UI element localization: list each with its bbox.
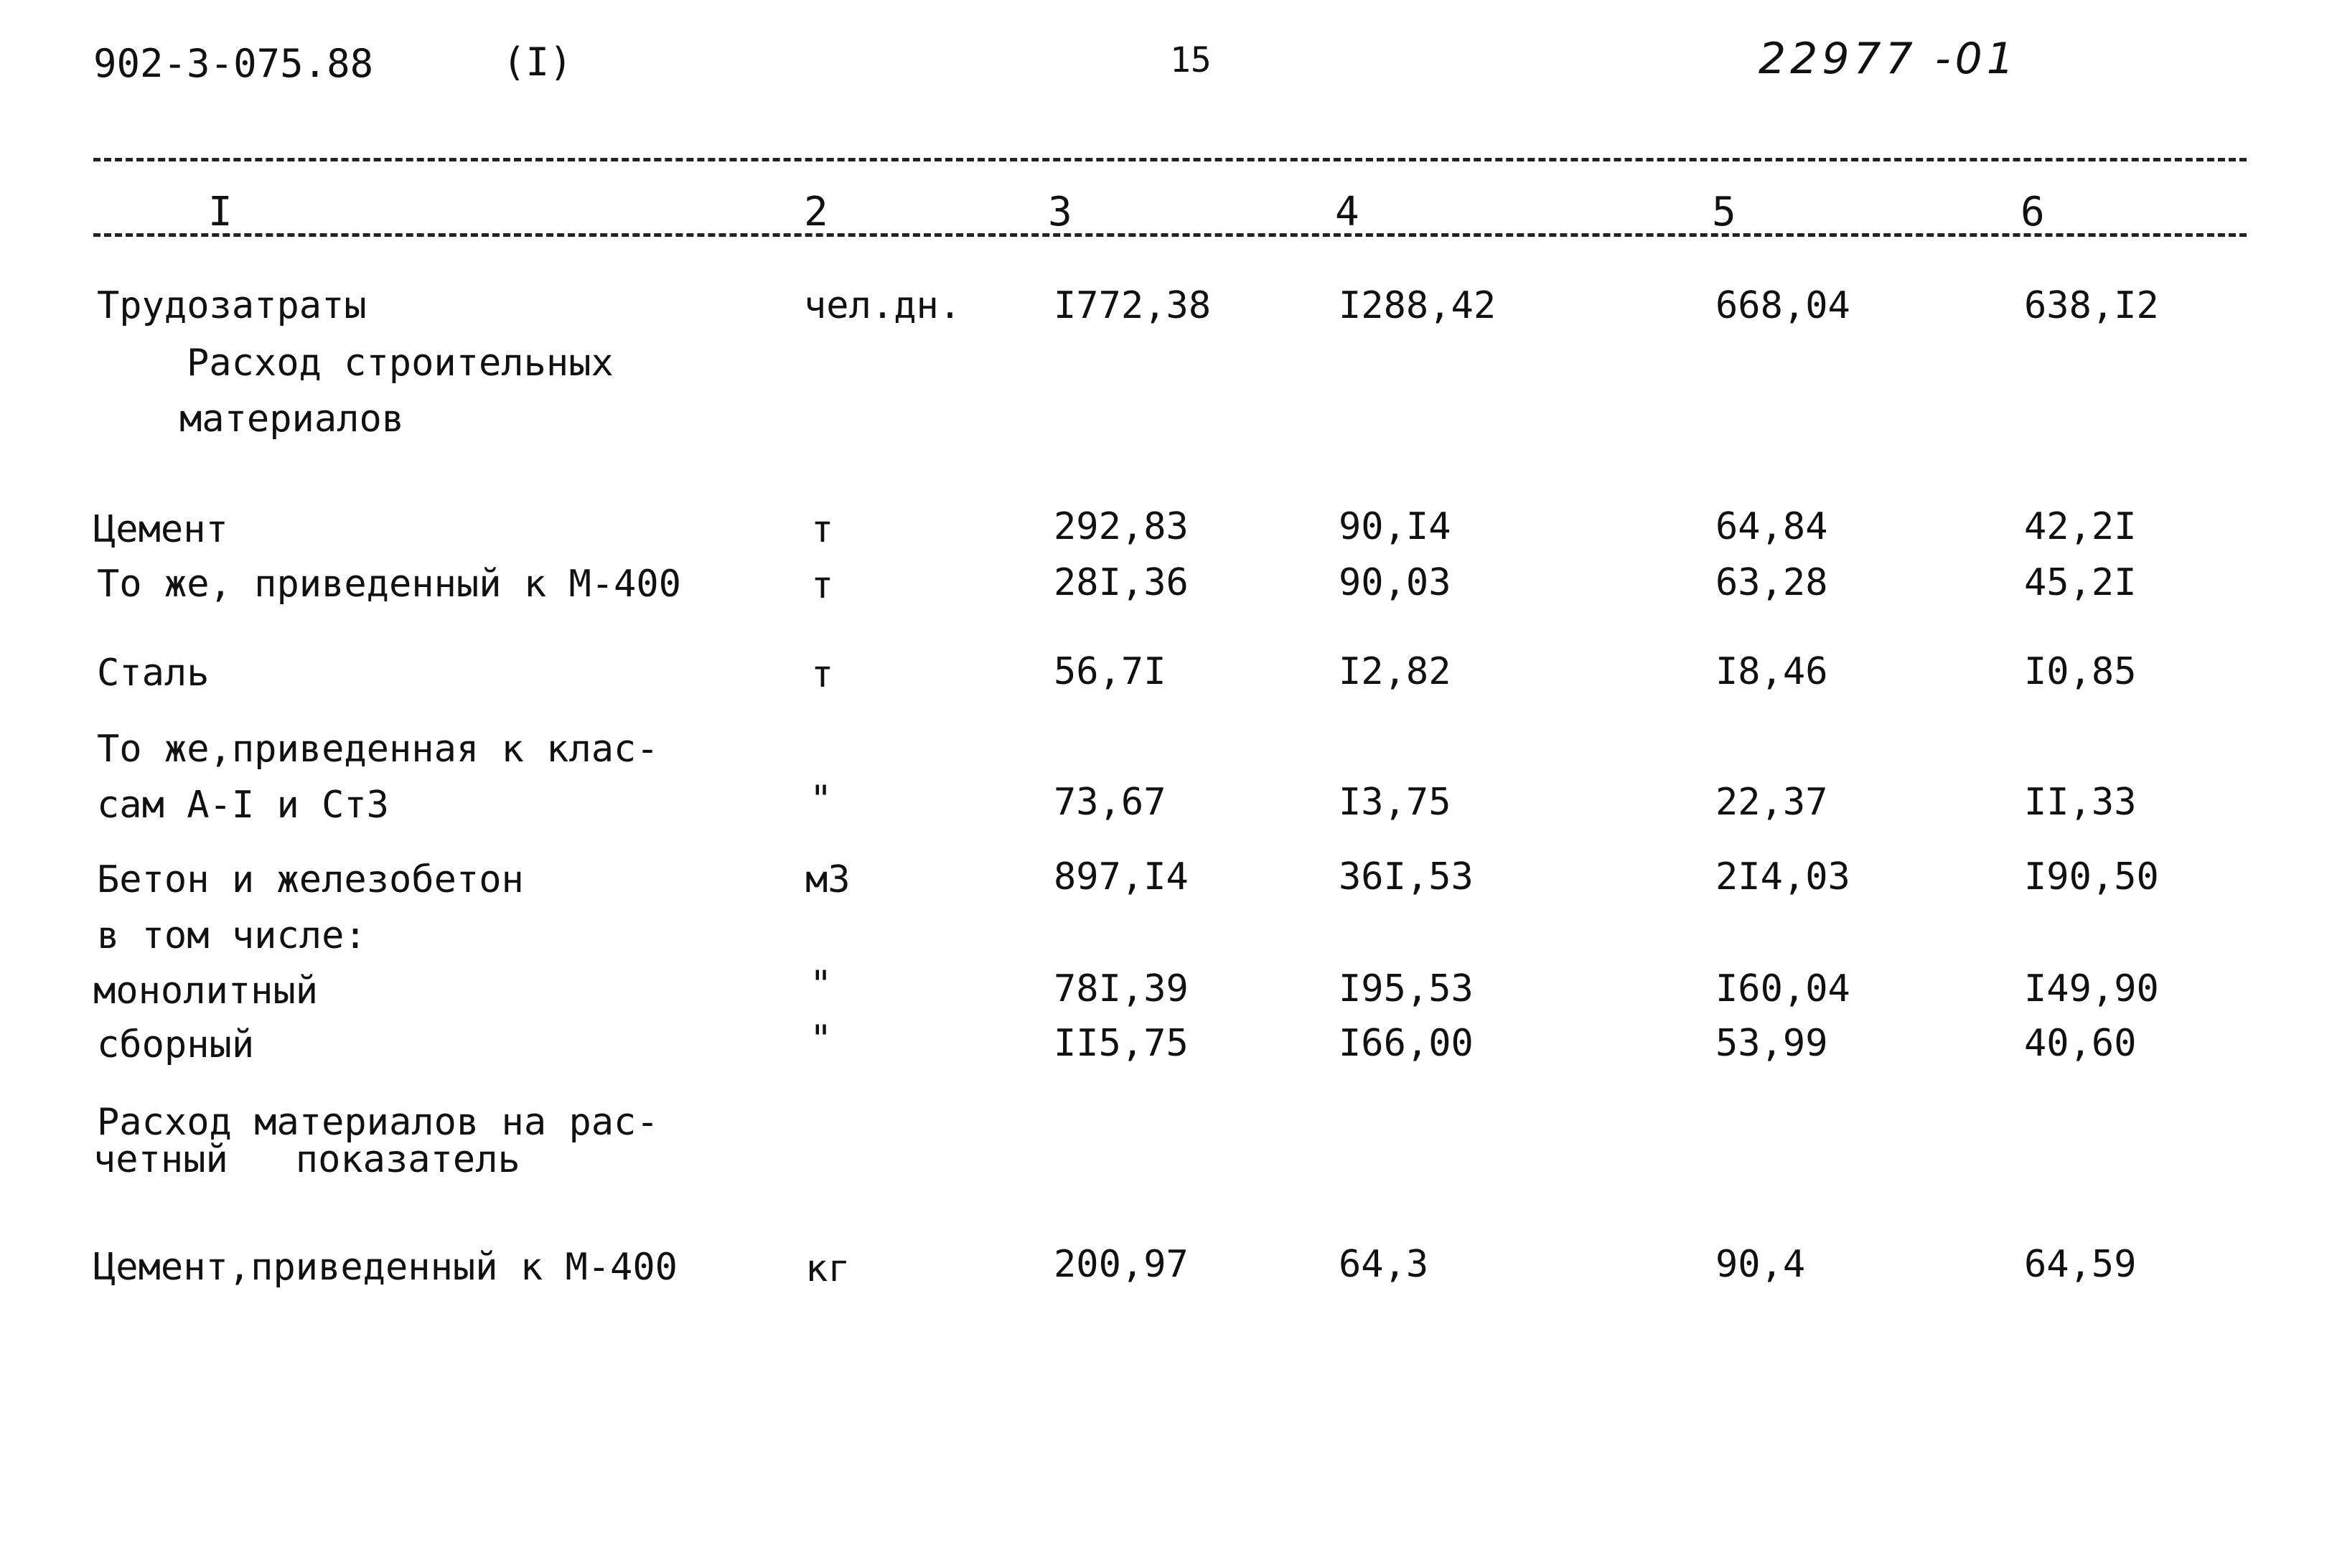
row-value-col3: 292,83 [1054,505,1189,548]
row-unit: м3 [805,858,851,901]
row-unit: т [811,653,834,696]
row-value-col5: 2I4,03 [1715,855,1850,898]
row-value-col3: 73,67 [1054,781,1166,824]
row-value-col5: 22,37 [1715,781,1828,824]
row-label: Трудозатраты [97,284,367,327]
table-top-rule [93,158,2247,161]
column-header-4: 4 [1335,189,1359,235]
row-value-col6: 638,I2 [2024,284,2159,327]
row-label-line1: То же,приведенная к клас- [97,728,659,771]
row-value-col4: 90,I4 [1339,505,1451,548]
row-value-col6: I0,85 [2024,650,2137,693]
row-value-col5: I8,46 [1715,650,1828,693]
row-label: сам А-I и Ст3 [97,784,389,827]
table-header-rule [93,233,2247,237]
handwritten-stamp: 22977 -01 [1759,34,2018,84]
row-value-col5: 53,99 [1715,1022,1828,1065]
row-value-col5: 668,04 [1715,284,1850,327]
section-heading-line2: четный показатель [93,1138,520,1181]
section-heading-line2: материалов [179,398,405,441]
row-value-col4: I288,42 [1339,284,1497,327]
row-value-col4: I66,00 [1339,1022,1474,1065]
row-value-col5: I60,04 [1715,967,1850,1010]
column-header-2: 2 [804,189,828,235]
row-value-col3: I772,38 [1054,284,1212,327]
row-value-col4: 90,03 [1339,561,1451,604]
volume-number: (I) [502,39,573,85]
row-unit: кг [805,1247,851,1290]
row-value-col6: 42,2I [2024,505,2137,548]
row-value-col6: I90,50 [2024,855,2159,898]
row-value-col6: 45,2I [2024,561,2137,604]
row-unit: чел.дн. [804,284,962,327]
row-unit: т [811,564,834,607]
row-value-col4: I3,75 [1339,781,1451,824]
row-value-col5: 90,4 [1715,1243,1806,1286]
row-value-col3: 200,97 [1054,1243,1189,1286]
row-label: Бетон и железобетон [97,858,524,901]
row-unit: " [810,963,833,1006]
row-label: монолитный [93,970,319,1013]
row-label: в том числе: [97,914,367,957]
section-heading-line1: Расход строительных [187,342,614,385]
row-label: сборный [97,1023,255,1066]
row-value-col6: 40,60 [2024,1022,2137,1065]
row-value-col4: I95,53 [1339,967,1474,1010]
row-value-col3: 28I,36 [1054,561,1189,604]
row-value-col6: 64,59 [2024,1243,2137,1286]
row-value-col3: 78I,39 [1054,967,1189,1010]
document-code: 902-3-075.88 [93,41,374,86]
row-value-col3: 897,I4 [1054,855,1189,898]
row-value-col3: II5,75 [1054,1022,1189,1065]
row-value-col5: 64,84 [1715,505,1828,548]
row-label: Цемент [93,508,228,551]
column-header-3: 3 [1048,189,1072,235]
row-value-col6: II,33 [2024,781,2137,824]
column-header-6: 6 [2020,189,2045,235]
row-unit: " [810,1018,833,1061]
row-value-col4: 36I,53 [1339,855,1474,898]
row-value-col5: 63,28 [1715,561,1828,604]
section-heading-line1: Расход материалов на рас- [97,1101,659,1144]
row-value-col4: 64,3 [1339,1243,1429,1286]
row-value-col6: I49,90 [2024,967,2159,1010]
row-label: Сталь [97,652,210,695]
row-value-col4: I2,82 [1339,650,1451,693]
column-header-1: I [208,189,233,235]
row-value-col3: 56,7I [1054,650,1166,693]
row-label: Цемент,приведенный к М-400 [93,1246,678,1289]
row-unit: т [811,508,834,551]
row-label: То же, приведенный к М-400 [97,563,681,606]
row-unit: " [810,778,833,821]
page-number: 15 [1170,40,1212,80]
column-header-5: 5 [1712,189,1736,235]
